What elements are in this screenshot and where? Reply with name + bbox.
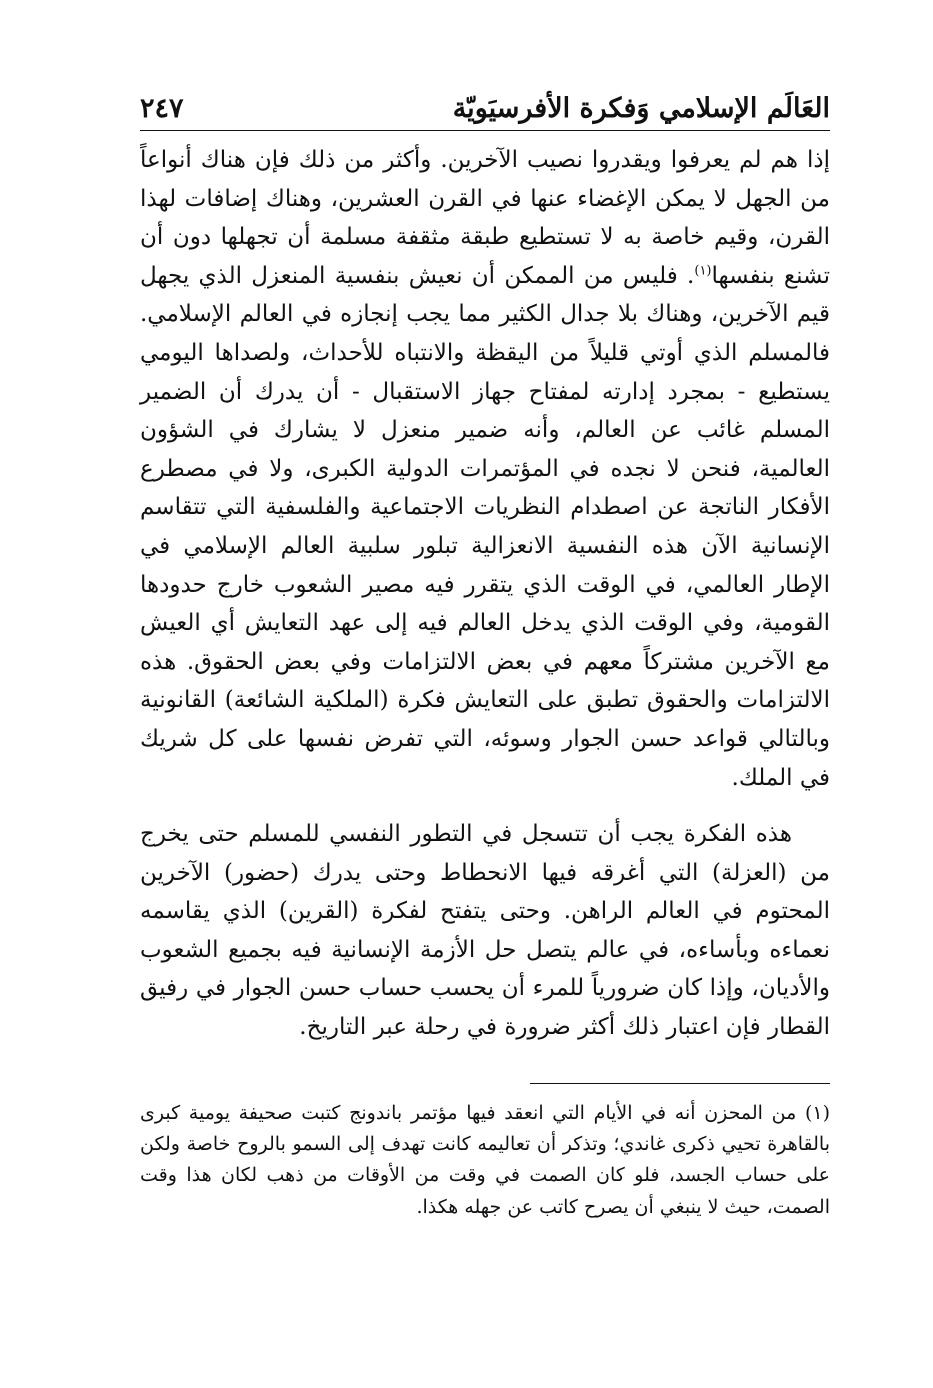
book-page [140,92,830,1223]
page-number: ٢٤٧ [140,93,184,124]
paragraph-1-part-a: إذا هم لم يعرفوا ويقدروا نصيب الآخرين. وأكثر من ذلك فإن هناك أنواعاً من الجهل لا يمكن الإغضاء عنها في القرن العشرين، وهناك إضافات لهذا القرن، وقيم خاصة به لا تستطيع طبقة مثقفة مسلمة أن تجهلها دون أن تشنع بنفسها [140,147,830,289]
running-head [140,92,830,130]
paragraph-1 [140,141,830,797]
footnote: (١) من المحزن أنه في الأيام التي انعقد فيها مؤتمر باندونج كتبت صحيفة يومية كبرى بالقاهرة تحيي ذكرى غاندي؛ وتذكر أن تعاليمه كانت تهدف إلى السمو بالروح خاصة ولكن على حساب الجسد، فلو كان الصمت في وقت من الأوقات من ذهب لكان هذا وقت الصمت، حيث لا ينبغي أن يصرح كاتب عن جهله هكذا. [140,1101,830,1218]
main-text [140,141,830,1047]
header-rule [140,130,830,131]
footnote-rule [530,1083,830,1084]
running-title: العَالَم الإسلامي وَفكرة الأفرسيَويّة [452,93,830,124]
paragraph-2: هذه الفكرة يجب أن تتسجل في التطور النفسي للمسلم حتى يخرج من (العزلة) التي أغرقه فيها الانحطاط وحتى يدرك (حضور) الآخرين المحتوم في العالم الراهن. وحتى يتفتح لفكرة (القرين) الذي يقاسمه نعماءه وبأساءه، في عالم يتصل حل الأزمة الإنسانية فيه بجميع الشعوب والأديان، وإذا كان ضرورياً للمرء أن يحسب حساب حسن الجوار في رفيق القطار فإن اعتبار ذلك أكثر ضرورة في رحلة عبر التاريخ. [140,821,830,1041]
footnote-marker: (١) [694,263,712,279]
paragraph-1-part-b: . فليس من الممكن أن نعيش بنفسية المنعزل الذي يجهل قيم الآخرين، وهناك بلا جدال الكثير مما يجب إنجازه في العالم الإسلامي. فالمسلم الذي أوتي قليلاً من اليقظة والانتباه للأحداث، ولصداها اليومي يستطيع - بمجرد إدارته لمفتاح جهاز الاستقبال - أن يدرك أن الضمير المسلم غائب عن العالم، وأنه ضمير منعزل لا يشارك في الشؤون العالمية، فنحن لا نجده في المؤتمرات الدولية الكبرى، ولا في مصطرع الأفكار الناتجة عن اصطدام النظريات الاجتماعية والفلسفية التي تتقاسم الإنسانية الآن هذه النفسية الانعزالية تبلور سلبية العالم الإسلامي في الإطار العالمي، في الوقت الذي يتقرر فيه مصير الشعوب خارج حدودها القومية، وفي الوقت الذي يدخل العالم فيه إلى عهد التعايش أي العيش مع الآخرين مشتركاً معهم في بعض الالتزامات وفي بعض الحقوق. هذه الالتزامات والحقوق تطبق على التعايش فكرة (الملكية الشائعة) القانونية وبالتالي قواعد حسن الجوار وسوئه، التي تفرض نفسها على كل شريك في الملك. [140,262,830,791]
